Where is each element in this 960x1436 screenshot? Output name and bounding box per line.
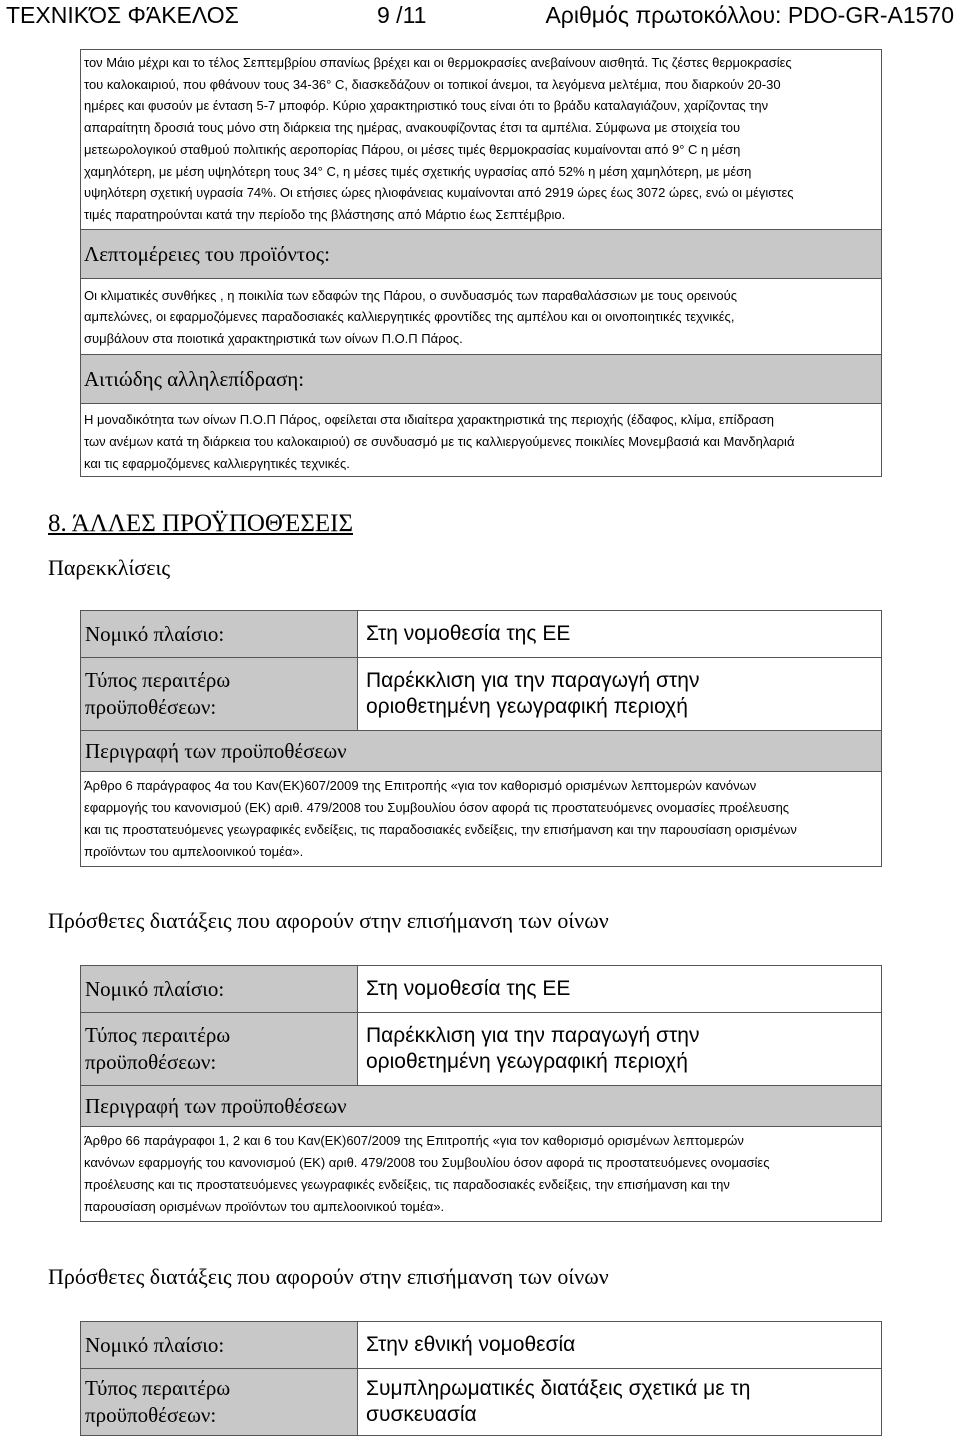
legal-framework-row bbox=[81, 611, 881, 658]
condition-type-value: Συμπληρωματικές διατάξεις σχετικά με τη συσκευασία bbox=[366, 1377, 751, 1426]
causal-link-text bbox=[81, 404, 881, 476]
labelling-table bbox=[80, 965, 882, 1222]
legal-framework-label: Νομικό πλαίσιο: bbox=[81, 1322, 358, 1368]
text-line: προέλευσης και τις προστατευόμενες γεωγραφικές ενδείξεις, τις παραδοσιακές ενδείξεις, την επισήμανση και την bbox=[84, 1177, 730, 1192]
text-line: Άρθρο 6 παράγραφος 4α του Καν(ΕΚ)607/2009 της Επιτροπής «για τον καθορισμό ορισμένων λεπτομερών κανόνων bbox=[84, 778, 757, 793]
derogation-table bbox=[80, 610, 882, 867]
text-line: των ανέμων κατά τη διάρκεια του καλοκαιριού) σε συνδυασμό με τις καλλιεργούμενες ποικιλίες Μονεμβασιά και Μανδηλαριά bbox=[84, 433, 795, 449]
description-block bbox=[80, 49, 882, 477]
labelling-heading: Πρόσθετες διατάξεις που αφορούν στην επισήμανση των οίνων bbox=[48, 1264, 609, 1289]
protocol-number: Αριθμός πρωτοκόλλου: PDO-GR-A1570 bbox=[545, 2, 954, 28]
packaging-table bbox=[80, 1321, 882, 1436]
condition-type-row bbox=[81, 658, 881, 731]
legal-framework-row bbox=[81, 966, 881, 1013]
condition-type-row bbox=[81, 1369, 881, 1435]
text-line: υψηλότερη σχετική υγρασία 74%. Οι ετήσιες ώρες ηλιοφάνειας κυμαίνονται από 2919 ώρες έως 3072 ώρες, ενώ οι μέγιστες bbox=[84, 185, 794, 201]
text-line: απαραίτητη δροσιά τους μόνο στη διάρκεια της ημέρας, ανακουφίζοντας έτσι τα αμπέλια. Σύμφωνα με στοιχεία του bbox=[84, 120, 741, 136]
condition-type-row bbox=[81, 1013, 881, 1086]
text-line: και τις προστατευόμενες γεωγραφικές ενδείξεις, τις παραδοσιακές ενδείξεις, την επισήμανση και την παρουσίαση ορισμένων bbox=[84, 822, 797, 837]
text-line: προϊόντων του αμπελοοινικού τομέα». bbox=[84, 844, 304, 859]
document-type: ΤΕΧΝΙΚΌΣ ΦΆΚΕΛΟΣ bbox=[6, 2, 239, 28]
section-title: 8. ΆΛΛΕΣ ΠΡΟΫΠΟΘΈΣΕΙΣ bbox=[48, 510, 354, 537]
condition-description-label: Περιγραφή των προϋποθέσεων bbox=[81, 731, 881, 771]
text-line: Άρθρο 66 παράγραφοι 1, 2 και 6 του Καν(ΕΚ)607/2009 της Επιτροπής «για τον καθορισμό ορισμένων λεπτομερών bbox=[84, 1133, 744, 1148]
legal-framework-label: Νομικό πλαίσιο: bbox=[81, 611, 358, 657]
legal-framework-value: Στη νομοθεσία της ΕΕ bbox=[366, 622, 571, 645]
text-line: αμπελώνες, οι εφαρμοζόμενες παραδοσιακές καλλιεργητικές φροντίδες της αμπέλου και οι οινοποιητικές τεχνικές, bbox=[84, 309, 735, 325]
condition-type-value: Παρέκκλιση για την παραγωγή στην οριοθετημένη γεωγραφική περιοχή bbox=[366, 669, 700, 718]
text-line: συμβάλουν στα ποιοτικά χαρακτηριστικά των οίνων Π.Ο.Π Πάρος. bbox=[84, 331, 463, 347]
text-line: ημέρες και φυσούν με ένταση 5-7 μποφόρ. Κύριο χαρακτηριστικό τους είναι ότι το βράδυ καταλαγιάζουν, χαρίζοντας την bbox=[84, 98, 769, 114]
legal-framework-label: Νομικό πλαίσιο: bbox=[81, 966, 358, 1012]
legal-framework-row bbox=[81, 1322, 881, 1369]
climate-text bbox=[81, 50, 881, 226]
legal-framework-value: Στην εθνική νομοθεσία bbox=[366, 1333, 576, 1356]
product-details-heading: Λεπτομέρειες του προϊόντος: bbox=[81, 229, 881, 279]
condition-type-value: Παρέκκλιση για την παραγωγή στην οριοθετημένη γεωγραφική περιοχή bbox=[366, 1024, 700, 1073]
text-line: Οι κλιματικές συνθήκες , η ποικιλία των εδαφών της Πάρου, ο συνδυασμός των παραθαλάσσιων με τους ορεινούς bbox=[84, 287, 738, 303]
text-line: παρουσίαση ορισμένων προϊόντων του αμπελοοινικού τομέα». bbox=[84, 1199, 445, 1214]
page-header bbox=[0, 0, 960, 30]
text-line: του καλοκαιριού, που φθάνουν τους 34-36° C, διασκεδάζουν οι τοπικοί άνεμοι, τα λεγόμενα μελτέμια, που διαρκούν 20-30 bbox=[84, 76, 781, 92]
condition-description bbox=[81, 771, 881, 866]
text-line: μετεωρολογικού σταθμού πολιτικής αεροπορίας Πάρου, οι μέσες τιμές θερμοκρασίας κυμαίνονται από 9° C η μέση bbox=[84, 141, 741, 157]
page-number: 9 /11 bbox=[377, 2, 427, 28]
causal-link-heading: Αιτιώδης αλληλεπίδραση: bbox=[81, 354, 881, 404]
legal-framework-value: Στη νομοθεσία της ΕΕ bbox=[366, 977, 571, 1000]
labelling-heading: Πρόσθετες διατάξεις που αφορούν στην επισήμανση των οίνων bbox=[48, 908, 609, 933]
text-line: Η μοναδικότητα των οίνων Π.Ο.Π Πάρος, οφείλεται στα ιδιαίτερα χαρακτηριστικά της περιοχής (έδαφος, κλίμα, επίδραση bbox=[84, 412, 774, 428]
section-subtitle: Παρεκκλίσεις bbox=[48, 555, 171, 580]
text-line: εφαρμογής του κανονισμού (ΕΚ) αριθ. 479/2008 του Συμβουλίου όσον αφορά τις προστατευόμενες ονομασίες προέλευσης bbox=[84, 800, 790, 815]
text-line: τιμές παρατηρούνται κατά την περίοδο της βλάστησης από Μάρτιο έως Σεπτέμβριο. bbox=[84, 206, 566, 222]
condition-type-label: Τύπος περαιτέρω προϋποθέσεων: bbox=[81, 1369, 358, 1435]
condition-type-label: Τύπος περαιτέρω προϋποθέσεων: bbox=[81, 658, 358, 730]
condition-type-label: Τύπος περαιτέρω προϋποθέσεων: bbox=[81, 1013, 358, 1085]
product-details-text bbox=[81, 279, 881, 354]
condition-description-label: Περιγραφή των προϋποθέσεων bbox=[81, 1086, 881, 1126]
text-line: κανόνων εφαρμογής του κανονισμού (ΕΚ) αριθ. 479/2008 του Συμβουλίου όσον αφορά τις προστατευόμενες ονομασίες bbox=[84, 1155, 770, 1170]
condition-description bbox=[81, 1126, 881, 1221]
text-line: και τις εφαρμοζόμενες καλλιεργητικές τεχνικές. bbox=[84, 455, 350, 471]
text-line: χαμηλότερη, με μέση υψηλότερη τους 34° C, η μέσες τιμές σχετικής υγρασίας από 52% η μέση χαμηλότερη, με μέση bbox=[84, 163, 752, 179]
text-line: τον Μάιο μέχρι και το τέλος Σεπτεμβρίου σπανίως βρέχει και οι θερμοκρασίες ανεβαίνουν αισθητά. Τις ζέστες θερμοκρασίες bbox=[84, 55, 792, 70]
